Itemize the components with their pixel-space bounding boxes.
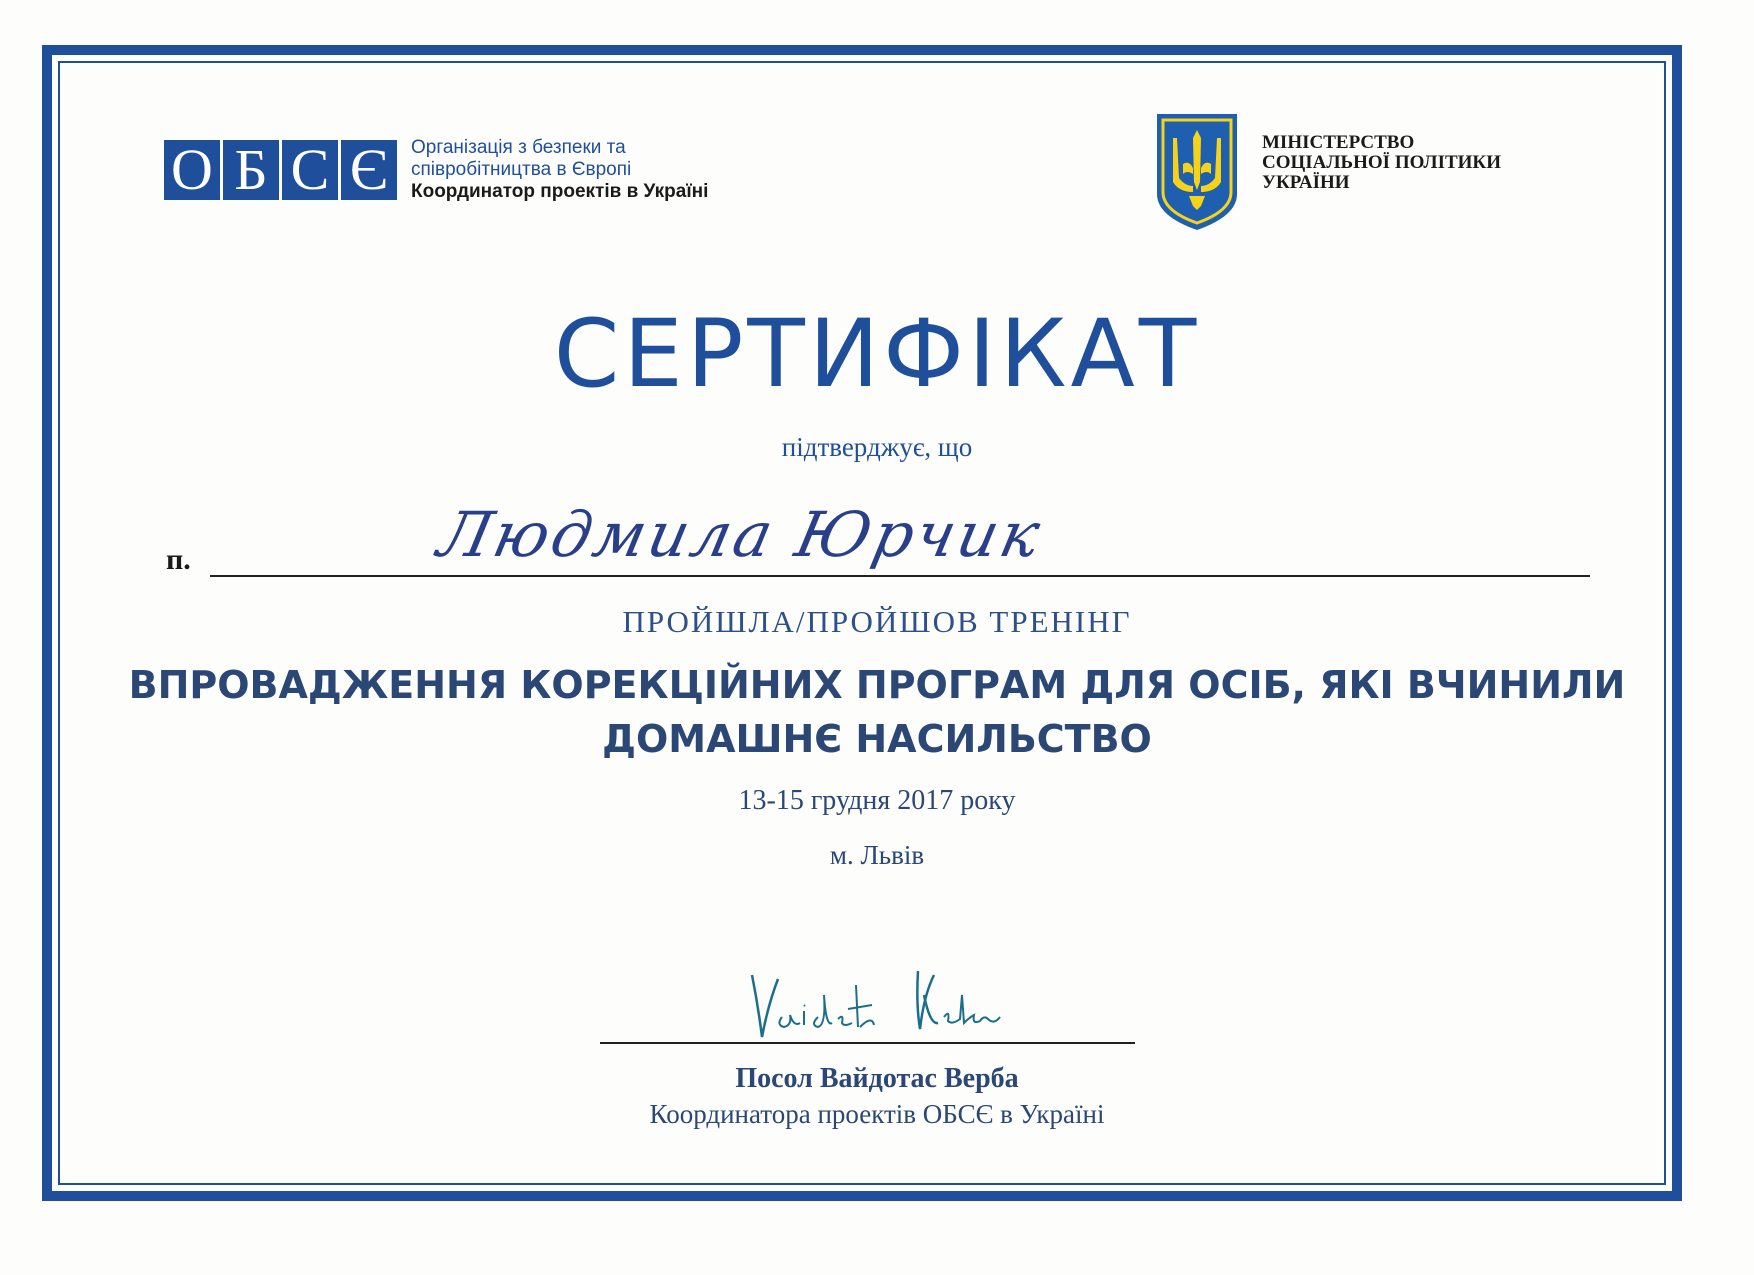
osce-logo-letter: С xyxy=(282,140,338,200)
training-dates: 13-15 грудня 2017 року xyxy=(738,785,1016,816)
name-underline xyxy=(210,575,1590,577)
signer-title: Координатора проектів ОБСЄ в Україні xyxy=(649,1099,1105,1129)
passed-training-text: ПРОЙШЛА/ПРОЙШОВ ТРЕНІНГ xyxy=(622,604,1132,639)
confirms-text: підтверджує, що xyxy=(781,432,973,462)
ministry-line2: СОЦІАЛЬНОЇ ПОЛІТИКИ xyxy=(1262,152,1501,173)
osce-logo-letter: Б xyxy=(223,140,279,200)
training-city: м. Львів xyxy=(829,840,925,870)
osce-logo-letter: Є xyxy=(341,140,397,200)
osce-caption-line3: Координатор проектів в Україні xyxy=(411,181,709,202)
ministry-line1: МІНІСТЕРСТВО xyxy=(1262,132,1415,153)
osce-caption-line2: співробітництва в Європі xyxy=(411,159,632,180)
recipient-name-handwritten: Людмила Юрчик xyxy=(432,498,1050,571)
signature-image xyxy=(748,965,1018,1045)
course-title-line2: ДОМАШНЄ НАСИЛЬСТВО xyxy=(602,717,1152,761)
signature-line xyxy=(600,1042,1135,1044)
ministry-line3: УКРАЇНИ xyxy=(1262,172,1350,193)
course-title-line1: ВПРОВАДЖЕННЯ КОРЕКЦІЙНИХ ПРОГРАМ ДЛЯ ОСІБ, ЯКІ ВЧИНИЛИ xyxy=(128,663,1626,707)
certificate-title: СЕРТИФІКАТ xyxy=(553,300,1201,409)
signer-name: Посол Вайдотас Верба xyxy=(735,1063,1019,1094)
course-title xyxy=(0,658,1754,766)
ministry-caption xyxy=(1262,133,1501,193)
name-prefix: п. xyxy=(166,543,191,576)
osce-logo-letter: О xyxy=(164,140,220,200)
osce-caption xyxy=(411,137,708,203)
trident-icon xyxy=(1155,112,1239,232)
osce-caption-line1: Організація з безпеки та xyxy=(411,137,626,158)
osce-logo xyxy=(164,137,397,202)
